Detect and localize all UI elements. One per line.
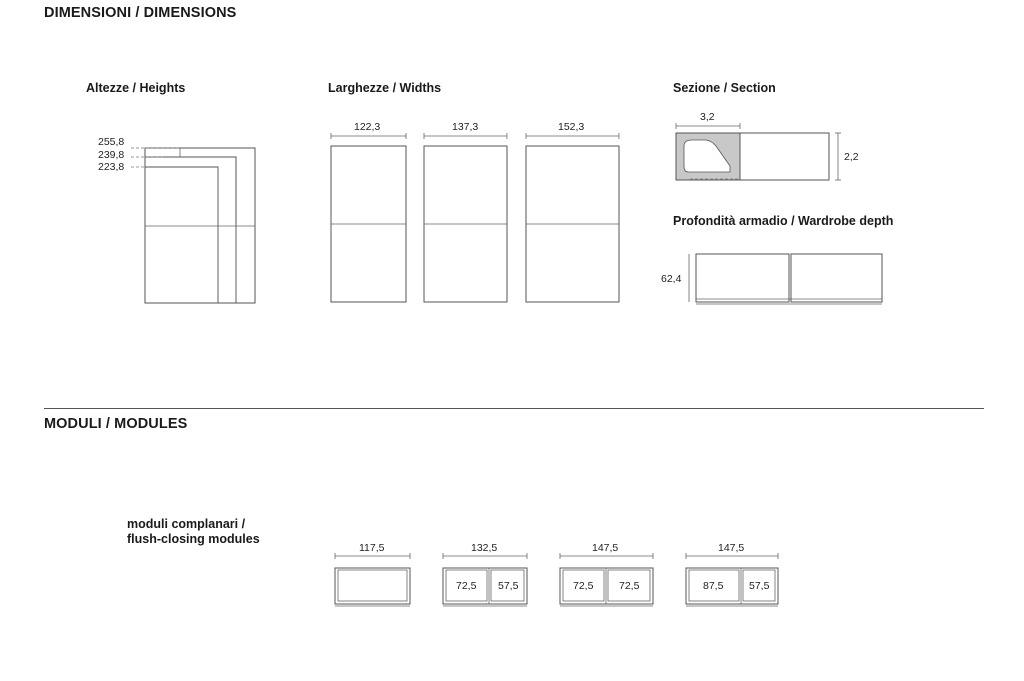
section-title: Sezione / Section [673, 81, 776, 95]
module-part-2a: 72,5 [456, 580, 477, 592]
module-1-box [335, 568, 410, 604]
heights-title: Altezze / Heights [86, 81, 186, 95]
widths-title: Larghezze / Widths [328, 81, 442, 95]
depth-door-1 [696, 254, 789, 302]
section-door [740, 133, 829, 180]
depth-door-2 [791, 254, 882, 302]
module-total-4: 147,5 [718, 542, 745, 554]
module-part-4b: 57,5 [749, 580, 770, 592]
module-total-3: 147,5 [592, 542, 619, 554]
height-label-3: 223,8 [98, 161, 125, 173]
modules-label-line2: flush-closing modules [127, 532, 260, 546]
widths-drawing [331, 133, 619, 302]
section-width-label: 3,2 [700, 111, 715, 123]
module-part-3b: 72,5 [619, 580, 640, 592]
section-drawing [676, 123, 841, 180]
height-panel-tallest [145, 148, 255, 303]
depth-title: Profondità armadio / Wardrobe depth [673, 214, 894, 228]
module-total-2: 132,5 [471, 542, 498, 554]
module-2-box [443, 568, 527, 604]
module-part-2b: 57,5 [498, 580, 519, 592]
modules-label-line1: moduli complanari / [127, 517, 246, 531]
module-part-3a: 72,5 [573, 580, 594, 592]
module-total-1: 117,5 [359, 542, 385, 554]
width-label-1: 122,3 [354, 121, 381, 133]
height-label-1: 255,8 [98, 136, 125, 148]
module-part-4a: 87,5 [703, 580, 724, 592]
module-3-box [560, 568, 653, 604]
width-label-2: 137,3 [452, 121, 479, 133]
module-4-box [686, 568, 778, 604]
width-label-3: 152,3 [558, 121, 585, 133]
height-label-2: 239,8 [98, 149, 125, 161]
heights-drawing [131, 148, 255, 303]
depth-drawing [689, 254, 882, 304]
height-panel-middle [145, 157, 236, 303]
modules-title: MODULI / MODULES [44, 416, 188, 432]
height-panel-shortest [145, 167, 218, 303]
modules-drawing [335, 553, 778, 606]
depth-label: 62,4 [661, 273, 682, 285]
section-height-label: 2,2 [844, 151, 859, 163]
dimensions-title: DIMENSIONI / DIMENSIONS [44, 5, 237, 21]
